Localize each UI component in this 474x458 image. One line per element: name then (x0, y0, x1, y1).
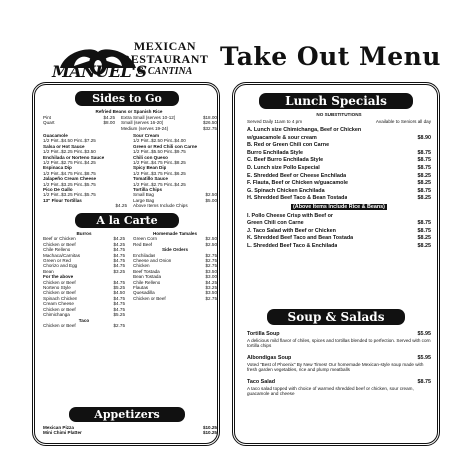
list-item: 1/2 Pint..$3.75 Pint..$6.25 (133, 170, 186, 176)
list-item: Red Beef $2.50 (133, 241, 217, 247)
list-item: Chicken or Beef $4.25 (43, 241, 125, 247)
lunch-note: (Above Items Include Rice & Beans) (293, 203, 385, 210)
list-item: Tortilla Soup $5.95 (247, 331, 431, 337)
list-item: Burro Enchilada Style $8.75 (247, 149, 431, 156)
lunch-heading: Lunch Specials (259, 93, 413, 109)
list-item: 1/2 Pint..$4.50 Pint..$7.25 (43, 138, 96, 144)
list-item: Sour Cream (133, 133, 160, 138)
sides-col2 (133, 133, 217, 209)
list-item: Small Bag $2.50 (133, 192, 217, 198)
list-item: Extra Small (serves 10-12) $18.00 (121, 115, 217, 120)
brand-line1: MEXICAN (133, 39, 197, 53)
list-item: Chile Relleno $4.25 (133, 279, 217, 285)
sides-sub: Refried Beans or Spanish Rice (95, 109, 163, 114)
list-item: Flautas $3.25 (133, 285, 217, 291)
list-item: Chorizo and Egg $4.75 (43, 263, 125, 269)
item-description: Voted "Best of Phoenix" By New Times! Our homemade Mexican-style soup made with fresh garden vegetables, rice and plump meatballs (247, 361, 424, 373)
list-item: K. Shredded Beef Taco and Bean Tostada $8.25 (247, 235, 431, 242)
list-item: Chile Relleno $4.75 (43, 247, 125, 253)
list-item: Pint $4.25 (43, 115, 115, 120)
list-item: 1/2 Pint..$4.75 Pint..$8.25 (133, 160, 186, 166)
sides-top-right (121, 115, 217, 131)
tamales-label: Homemade Tamales (152, 231, 198, 236)
list-item: Cheese and Onion $2.75 (133, 258, 217, 264)
list-item: Enchilada or Norteno Sauce (43, 154, 105, 160)
list-item: 1/2 Pint..$3.25 Pint..$5.75 (43, 192, 96, 198)
side-orders-label: Side Orders (161, 247, 189, 253)
list-item: Bean $3.25 (43, 268, 125, 274)
list-item: Chicken or Beef $4.75 (43, 306, 125, 312)
list-item: Spinach Chicken $4.75 (43, 295, 125, 301)
list-item: 1/2 Pint..$4.75 Pint..$8.75 (43, 170, 96, 176)
list-item: Small (serves 16-20) $26.50 (121, 120, 217, 126)
list-item: J. Taco Salad with Beef or Chicken $8.75 (247, 227, 431, 234)
right-panel (232, 82, 440, 446)
list-item: Pico De Gallo (43, 187, 73, 193)
list-item: A. Lunch size Chimichanga, Beef or Chicken (247, 127, 362, 133)
list-item: Norteno Style $5.25 (43, 285, 125, 291)
list-item: Mini Chimi Platter $10.25 (43, 430, 217, 436)
sides-top-left (43, 115, 115, 126)
list-item: Above Items Include Chips (133, 203, 188, 209)
list-item: Chimichanga $5.25 (43, 312, 125, 318)
menu-title: Take Out Menu (220, 42, 441, 71)
list-item: Guacamole (43, 133, 68, 138)
list-item: B. Red or Green Chili con Carne (247, 142, 330, 149)
list-item: Spicy Bean Dip (133, 165, 167, 171)
list-item: Tomatillo Sauce (133, 176, 168, 182)
brand-line3: & CANTINA (137, 66, 193, 77)
list-item: C. Beef Burro Enchilada Style $8.75 (247, 157, 431, 164)
list-item: $4.25 (115, 203, 127, 209)
list-item: Beef or Chicken $4.25 (43, 236, 125, 242)
list-item: I. Pollo Cheese Crisp with Beef or (247, 212, 333, 219)
appetizers-heading: Appetizers (69, 407, 185, 422)
list-item: w/guacamole & sour cream $8.90 (247, 134, 431, 141)
list-item: Medium (serves 19-24) $32.75 (121, 125, 217, 131)
list-item: Tortilla Chips (133, 187, 163, 193)
list-item: H. Shredded Beef Taco & Bean Tostada $8.25 (247, 195, 431, 202)
list-item: Cream Cheese $4.75 (43, 301, 125, 307)
list-item: Chicken $2.75 (133, 263, 217, 269)
list-item: 1/2 Pint..$2.75 Pint..$4.25 (133, 181, 186, 187)
list-item: Salsa or Hot Sauce (43, 143, 85, 149)
sides-col1 (43, 133, 127, 209)
list-item: Chili con Queso (133, 154, 168, 160)
lunch-sub: NO SUBSTITUTIONS (316, 112, 362, 117)
list-item: Quesadilla $3.50 (133, 290, 217, 296)
list-item: For the above (43, 274, 74, 280)
list-item: Chicken or Beef $2.75 (133, 295, 217, 301)
list-item: Green Corn $2.50 (133, 236, 217, 242)
list-item: Quart $8.00 (43, 120, 115, 126)
list-item: Green Chili con Carne $8.75 (247, 220, 431, 227)
list-item: Green or Red $4.75 (43, 258, 125, 264)
list-item: Jalapeño Cream Cheese (43, 176, 97, 182)
list-item: Bean Tostada $3.00 (133, 274, 217, 280)
list-item: D. Lunch size Pollo Especial $8.75 (247, 164, 431, 171)
lunch-list (247, 127, 431, 251)
list-item: 1/2 Pint..$2.50 Pint..$4.00 (133, 138, 186, 144)
lunch-hours: Served Daily 11am to 4 pm Available to Seniors all day (247, 119, 431, 124)
list-item: Enchiladas $2.75 (133, 252, 217, 258)
list-item: 1/2 Pint..$5.50 Pint..$9.75 (133, 149, 186, 155)
list-item: L. Shredded Beef Taco & Enchilada $8.25 (247, 242, 431, 249)
list-item: Chicken or Beef $4.75 (43, 279, 125, 285)
appetizers-list (43, 425, 217, 436)
list-item: 1/2 Pint..$2.75 Pint..$4.25 (43, 160, 96, 166)
list-item: Beef Tostada $3.50 (133, 268, 217, 274)
taco-label: Taco (78, 317, 90, 323)
alacarte-col1 (43, 231, 125, 328)
list-item: Large Bag $5.00 (133, 197, 217, 203)
list-item: Chicken or Beef $2.75 (43, 322, 125, 328)
list-item: 1/2 Pint..$3.25 Pint..$5.75 (43, 181, 96, 187)
alacarte-heading: A la Carte (75, 213, 179, 228)
item-description: A taco salad topped with choice of warmed shredded beef or chicken, sour cream, guacamole and cheese (247, 385, 414, 397)
list-item: G. Spinach Chicken Enchilada $8.75 (247, 187, 431, 194)
list-item: F. Flauta, Beef or Chicken w/guacamole $8.25 (247, 180, 431, 187)
burros-label: Burros (76, 231, 92, 236)
list-item: Albondigas Soup $5.95 (247, 354, 431, 361)
soup-list (247, 331, 431, 396)
list-item: 1/2 Pint..$2.25 Pint..$3.50 (43, 149, 96, 155)
list-item: Chicken or Beef $4.50 (43, 290, 125, 296)
list-item: Taco Salad $8.75 (247, 378, 431, 385)
list-item: E. Shredded Beef or Cheese Enchilada $8.25 (247, 172, 431, 179)
list-item: Green or Red Chili con Carne (133, 143, 198, 149)
brand-block (110, 40, 220, 78)
list-item: Espinaca Dip (43, 165, 72, 171)
list-item: 13" Flour Tortillas (43, 197, 82, 203)
logo-wordmark: MANUEL'S (52, 62, 147, 81)
list-item: Machaca/Carnitas $4.75 (43, 252, 125, 258)
sides-heading: Sides to Go (75, 91, 179, 106)
alacarte-col2 (133, 231, 217, 301)
soup-heading: Soup & Salads (267, 309, 405, 325)
item-description: A delicious mild flavor of chiles, spices and tortillas blended to perfection. Served with corn tortilla chips (247, 338, 431, 349)
brand-line2: RESTAURANT (121, 52, 209, 66)
left-panel (32, 82, 220, 446)
list-item: Mexican Pizza $10.25 (43, 425, 217, 430)
